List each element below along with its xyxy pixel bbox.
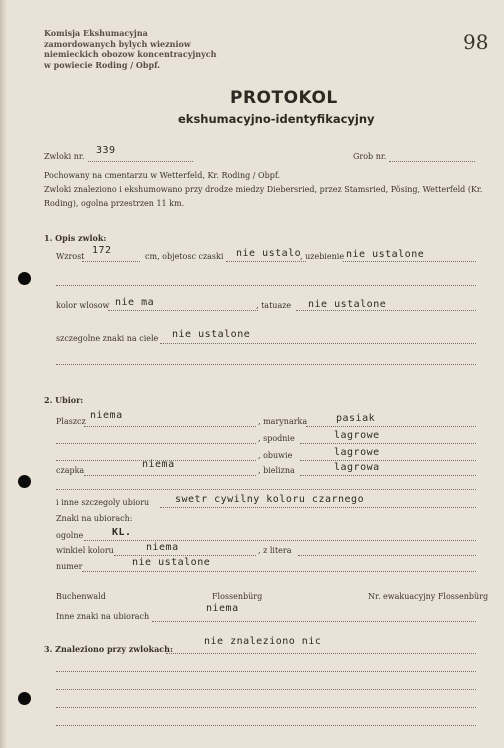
marynarka-value: pasiak [336,413,376,424]
wzrost-value: 172 [92,245,112,256]
obuwie-label: , obuwie [258,451,293,460]
tatuaze-label: , tatuaze [256,301,292,310]
org-line-1: Komisja Ekshumacyjna [44,28,148,38]
znaleziono-value: nie znaleziono nic [204,636,322,647]
found-location-line-2: Roding), ogolna przestrzen 11 km. [44,199,185,208]
section-3-heading: 3. Znaleziono przy zwlokach: [44,644,173,654]
znaki-na-ciele-field-line [160,343,476,344]
uzebienie-value: nie ustalone [346,249,425,260]
winkiel-value: niema [146,542,179,553]
spodnie-field-line [300,443,476,444]
ogolne-field-line [84,540,476,541]
znaki-na-ciele-label: szczegolne znaki na ciele [56,334,159,343]
wzrost-label: Wzrost [56,252,85,261]
grob-field-line [389,161,475,162]
kolor-wlosow-value: nie ma [115,297,155,308]
numer-field-line [82,571,476,572]
document-subtitle: ekshumacyjno-identyfikacyjny [178,112,375,126]
znaki-na-ubiorach-label: Znaki na ubiorach: [56,514,133,523]
ogolne-label: ogolne [56,531,84,540]
inne-znaki-label: Inne znaki na ubiorach [56,612,150,621]
org-line-2: zamordowanych bylych wiezniow [44,38,191,49]
spodnie-label: , spodnie [258,434,295,443]
grob-label: Grob nr. [353,152,387,161]
organization-block [44,28,216,70]
znaleziono-blank-line-1 [56,671,476,672]
burial-place: Pochowany na cmentarzu w Wetterfeld, Kr. Roding / Obpf. [44,171,281,180]
zwloki-field-line [88,161,193,162]
inne-znaki-field-line [152,621,476,622]
obuwie-field-line [300,460,476,461]
marynarka-field-line [306,426,476,427]
ogolne-value: KL. [112,527,132,538]
inne-szczegoly-field-line [160,507,476,508]
litera-field-line [298,555,476,556]
section-2-heading: 2. Ubior: [44,395,84,405]
found-location-line-1: Zwloki znaleziono i ekshumowano przy drodze miedzy Diebersried, przez Stamsried, Pösing, Wetterfeld (Kr. [44,185,483,194]
obuwie-value: lagrowe [334,447,380,458]
znaleziono-blank-line-3 [56,707,476,708]
czaszka-value: nie ustalo [236,248,302,259]
zwloki-label: Zwloki nr. [44,152,85,161]
plaszcz-field-line [84,426,256,427]
znaleziono-blank-line-4 [56,725,476,726]
bielizna-value: lagrowa [334,462,380,473]
uzebienie-field-line [343,261,476,262]
znaki-na-ciele-value: nie ustalone [172,329,251,340]
marynarka-label: , marynarka [258,417,308,426]
buchenwald-label: Buchenwald [56,592,106,601]
litera-label: , z litera [258,546,292,555]
winkiel-field-line [114,555,256,556]
numer-value: nie ustalone [132,557,211,568]
winkiel-label: winkiel koloru [56,546,114,555]
org-line-4: w powiecie Roding / Obpf. [44,59,161,70]
cm-label: cm, objetosc czaski [145,252,224,261]
czaszka-field-line [226,261,306,262]
kolor-wlosow-label: kolor wlosow [56,301,110,310]
ewakuacyjny-label: Nr. ewakuacyjny Flossenbürg [368,592,489,601]
bielizna-field-line [300,475,476,476]
ubior-blank-line-1 [56,443,256,444]
section-1-heading: 1. Opis zwlok: [44,233,107,243]
uzebienie-label: , uzebienie [300,252,345,261]
czapka-label: czapka [56,466,85,475]
org-line-3: niemieckich obozow koncentracyjnych [44,49,217,59]
inne-szczegoly-label: i inne szczegoly ubioru [56,498,150,507]
ubior-blank-line-3 [56,489,476,490]
paper-edge-shadow [0,0,7,748]
document-title: PROTOKOL [230,88,338,108]
opis-blank-line-2 [56,364,476,365]
znaleziono-blank-line-2 [56,689,476,690]
znaleziono-field-line [166,653,476,654]
spodnie-value: lagrowe [334,430,380,441]
binder-hole-top [18,272,31,285]
wzrost-field-line [82,261,140,262]
tatuaze-field-line [296,310,476,311]
plaszcz-value: niema [90,410,123,421]
bielizna-label: , bielizna [258,466,295,475]
opis-blank-line [56,285,476,286]
flossenburg-label: Flossenbürg [212,592,263,601]
kolor-wlosow-field-line [108,310,258,311]
inne-szczegoly-value: swetr cywilny koloru czarnego [175,494,365,505]
binder-hole-bottom [18,692,31,705]
czapka-value: niema [142,459,175,470]
page-number: 98 [463,30,489,54]
binder-hole-middle [18,475,31,488]
czapka-field-line [84,475,256,476]
zwloki-value: 339 [96,145,116,156]
numer-label: numer [56,562,83,571]
inne-znaki-value: niema [206,603,239,614]
plaszcz-label: Plaszcz [56,417,86,426]
tatuaze-value: nie ustalone [308,299,387,310]
